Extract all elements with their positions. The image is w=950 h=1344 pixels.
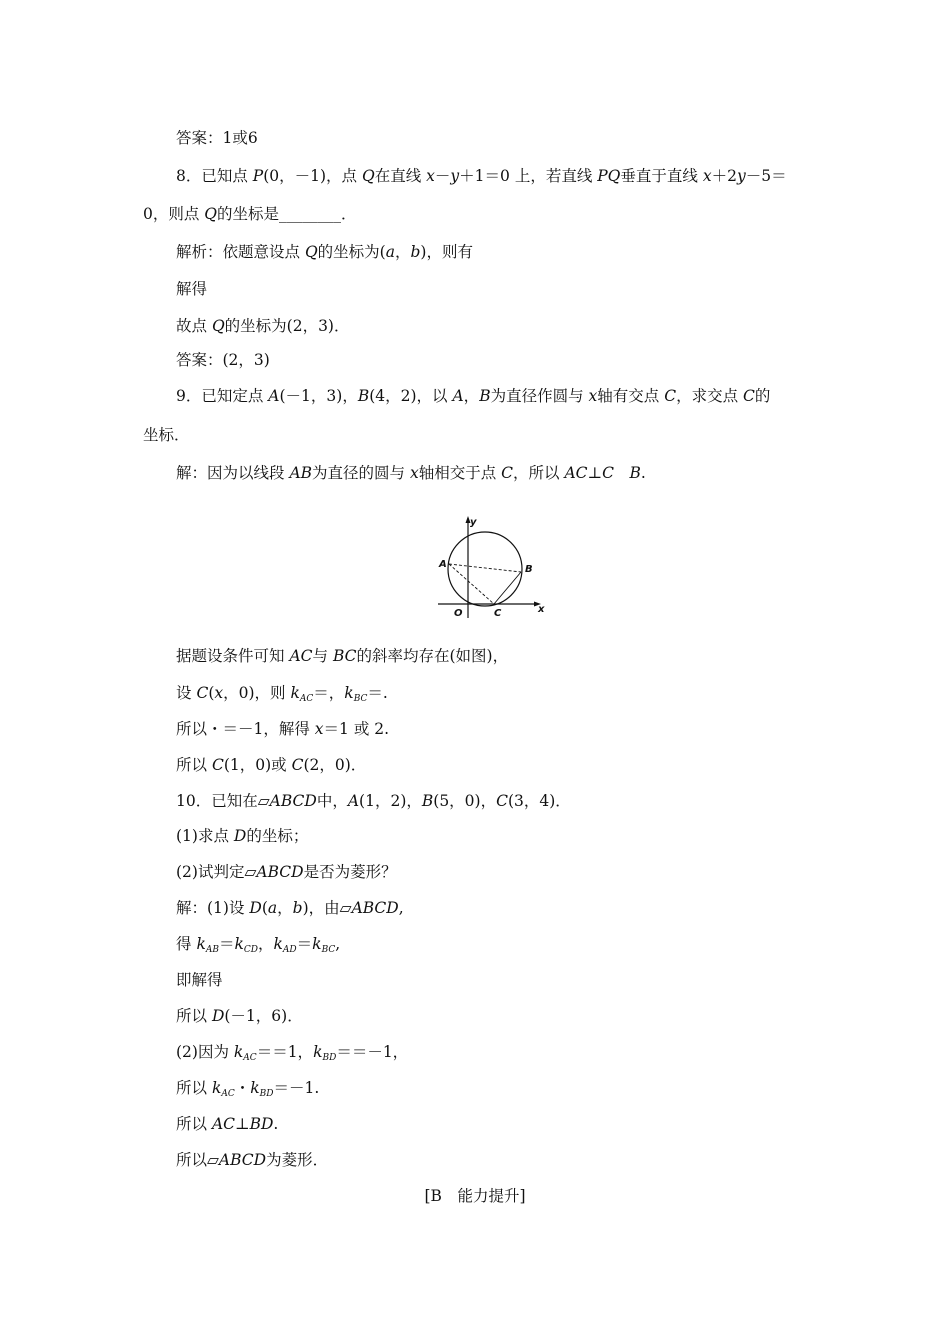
solution-10-line-5: (2)因为 $k_{AC}==1$，$k_{BD}==-1$， xyxy=(176,1043,409,1063)
label-x: x xyxy=(538,604,545,615)
solution-9-line-1: 解：因为以线段 AB为直径的圆与 x轴相交于点 C，所以 AC⊥C B. xyxy=(176,464,646,482)
label-b: B xyxy=(525,564,533,575)
answer-8: 答案：(2，3) xyxy=(176,351,270,369)
label-y: y xyxy=(470,517,477,528)
circle xyxy=(448,532,522,606)
solution-10-line-6: 所以 $k_{AC}$・$k_{BD}=-1$. xyxy=(176,1079,320,1099)
conclusion-8: 故点 Q的坐标为(2，3)． xyxy=(176,317,350,335)
segment-ac xyxy=(449,564,494,604)
solve-8: 解得 xyxy=(176,280,208,298)
circle-diagram-svg xyxy=(432,512,550,620)
label-c: C xyxy=(494,608,502,619)
analysis-8: 解析：依题意设点 Q的坐标为(a，b)，则有 xyxy=(176,243,473,261)
solution-10-line-8: 所以▱ABCD为菱形． xyxy=(176,1151,329,1169)
segment-ab xyxy=(449,564,521,572)
problem-8-line-2: 0，则点 Q的坐标是________． xyxy=(143,205,357,223)
problem-9-line-1: 9．已知定点 A(－1，3)，B(4，2)，以 A，B为直径作圆与 x轴有交点 C，求交点 C的 xyxy=(176,387,771,405)
problem-8-line-1: 8．已知点 P(0，－1)，点 Q在直线 x－y＋1＝0 上，若直线 PQ垂直于直线 x＋2y－5＝ xyxy=(176,167,787,185)
solution-9-line-3: 设 C(x，0)，则 $k_{AC}=$，$k_{BC}=$. xyxy=(176,684,388,704)
problem-10: 10．已知在▱ABCD中，A(1，2)，B(5，0)，C(3，4)． xyxy=(176,792,571,810)
solution-9-line-5: 所以 C(1，0)或 C(2，0)． xyxy=(176,756,367,774)
solution-9-line-2: 据题设条件可知 AC与 BC的斜率均存在(如图)， xyxy=(176,647,509,665)
problem-9-line-2: 坐标． xyxy=(143,426,190,444)
solution-10-line-4: 所以 D(－1，6)． xyxy=(176,1007,303,1025)
problem-10-part-1: (1)求点 D的坐标； xyxy=(176,827,309,845)
solution-9-line-4: 所以・＝－1，解得 x＝1 或 2. xyxy=(176,720,390,738)
solution-10-line-2: 得 $k_{AB}=k_{CD}$，$k_{AD}=k_{BC}$, xyxy=(176,935,341,955)
label-a: A xyxy=(439,559,447,570)
label-o: O xyxy=(454,608,463,619)
section-heading: [B 能力提升] xyxy=(424,1187,526,1205)
problem-10-part-2: (2)试判定▱ABCD是否为菱形？ xyxy=(176,863,397,881)
circle-diagram xyxy=(432,512,550,620)
answer-7: 答案：1或6 xyxy=(176,129,258,147)
solution-10-line-7: 所以 AC⊥BD. xyxy=(176,1115,279,1133)
solution-10-line-3: 即解得 xyxy=(176,971,223,989)
solution-10-line-1: 解：(1)设 D(a，b)，由▱ABCD, xyxy=(176,899,404,917)
